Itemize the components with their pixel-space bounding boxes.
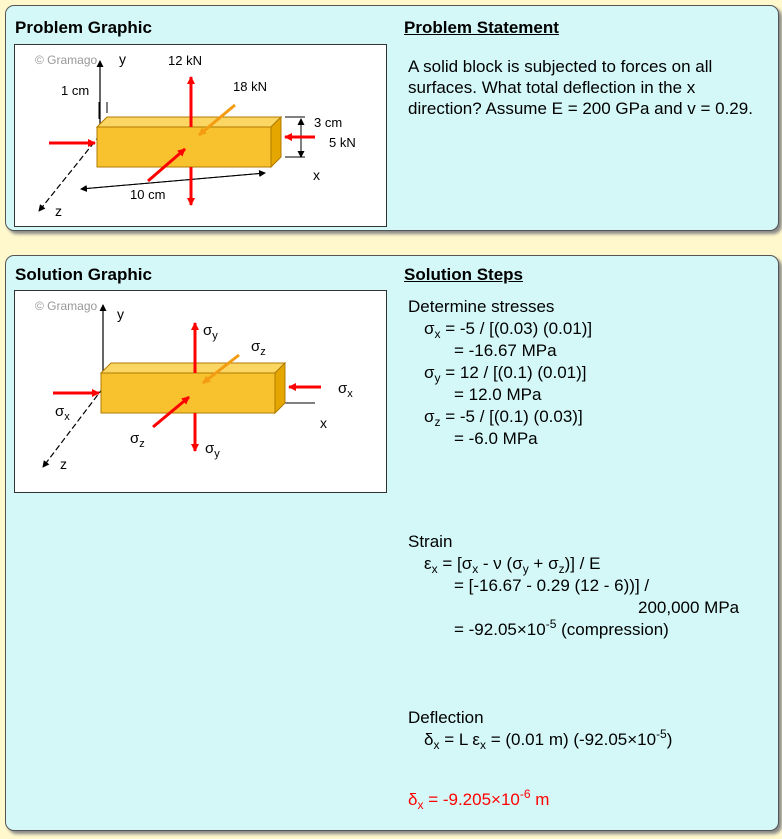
- sigma-z-value: = -6.0 MPa: [454, 429, 538, 448]
- dim-length-label: 10 cm: [130, 187, 166, 202]
- block-front: [97, 127, 271, 167]
- x-label: x: [313, 167, 320, 183]
- problem-statement-title: Problem Statement: [404, 18, 559, 37]
- strain-denominator: 200,000 MPa: [638, 598, 740, 617]
- sigma-x-right-label: $\sigma_x$: [338, 380, 353, 400]
- x-label: x: [320, 415, 327, 431]
- block-top: [101, 363, 285, 373]
- z-axis: [39, 135, 100, 211]
- z-label: z: [60, 456, 67, 472]
- deflection-heading: Deflection: [408, 708, 484, 727]
- y-label: y: [117, 306, 124, 322]
- block-front: [101, 373, 275, 413]
- strain-result: = $-92.05\times 10^{-5}$ (compression): [454, 617, 669, 639]
- deflection-equation: $\delta_x = L$ $\varepsilon_x = (0.01$ m) $(-92.05\times 10^{-5})$: [424, 727, 673, 752]
- solution-steps: [408, 296, 592, 450]
- z-label: z: [55, 203, 62, 219]
- strain-heading: Strain: [408, 532, 453, 551]
- block-top: [97, 117, 281, 127]
- final-deflection: $\delta_x = -9.205\times 10^{-6}$ m: [408, 787, 550, 812]
- solution-diagram: [15, 291, 386, 492]
- deflection-steps: [408, 707, 672, 751]
- problem-statement-text: A solid block is subjected to forces on all surfaces. What total deflection in the x direction? Assume E = 200 GPa and v = 0.29.: [408, 57, 753, 118]
- strain-steps: [408, 531, 739, 641]
- final-answer: [408, 789, 549, 811]
- dim-depth-label: 1 cm: [61, 83, 90, 98]
- strain-substitution: = [-16.67 - 0.29 (12 - 6))] /: [454, 576, 650, 595]
- y-label: y: [119, 51, 126, 67]
- problem-graphic-title: Problem Graphic: [15, 18, 152, 37]
- sigma-y-bottom-label: $\sigma_y$: [205, 440, 220, 460]
- sigma-y-top-label: $\sigma_y$: [203, 322, 218, 342]
- sigma-z-equation: $\sigma_z = -5 / [(0.1)$ (0.03)]: [424, 407, 583, 429]
- problem-graphic: [14, 44, 387, 227]
- determine-stresses-heading: Determine stresses: [408, 297, 555, 316]
- force-side-label: 5 kN: [329, 135, 356, 150]
- dim-height-label: 3 cm: [314, 115, 343, 130]
- sigma-x-value: = -16.67 MPa: [454, 341, 557, 360]
- problem-diagram: [15, 45, 386, 226]
- sigma-z-back-label: $\sigma_z$: [251, 338, 266, 358]
- sigma-y-value: = 12.0 MPa: [454, 385, 542, 404]
- force-top-label: 12 kN: [168, 53, 202, 68]
- problem-panel: [5, 5, 779, 231]
- strain-equation: $\varepsilon_x = [\sigma_x - \nu$ $(\sigma_y + \sigma_z)] / E$: [424, 554, 601, 576]
- watermark: © Gramago: [35, 53, 98, 67]
- solution-graphic: [14, 290, 387, 493]
- solution-panel: [5, 255, 779, 831]
- solution-steps-title: Solution Steps: [404, 265, 523, 284]
- force-oblique-label: 18 kN: [233, 79, 267, 94]
- watermark: © Gramago: [35, 299, 98, 313]
- sigma-y-equation: $\sigma_y = 12 / [(0.1)$ (0.01)]: [424, 363, 587, 385]
- dim-length-left: [81, 173, 265, 189]
- sigma-x-equation: $\sigma_x = -5 / [(0.03)$ (0.01)]: [424, 319, 593, 341]
- sigma-x-left-label: $\sigma_x$: [55, 403, 70, 423]
- solution-graphic-title: Solution Graphic: [15, 265, 152, 284]
- z-axis: [43, 388, 103, 467]
- sigma-z-front-label: $\sigma_z$: [130, 430, 145, 450]
